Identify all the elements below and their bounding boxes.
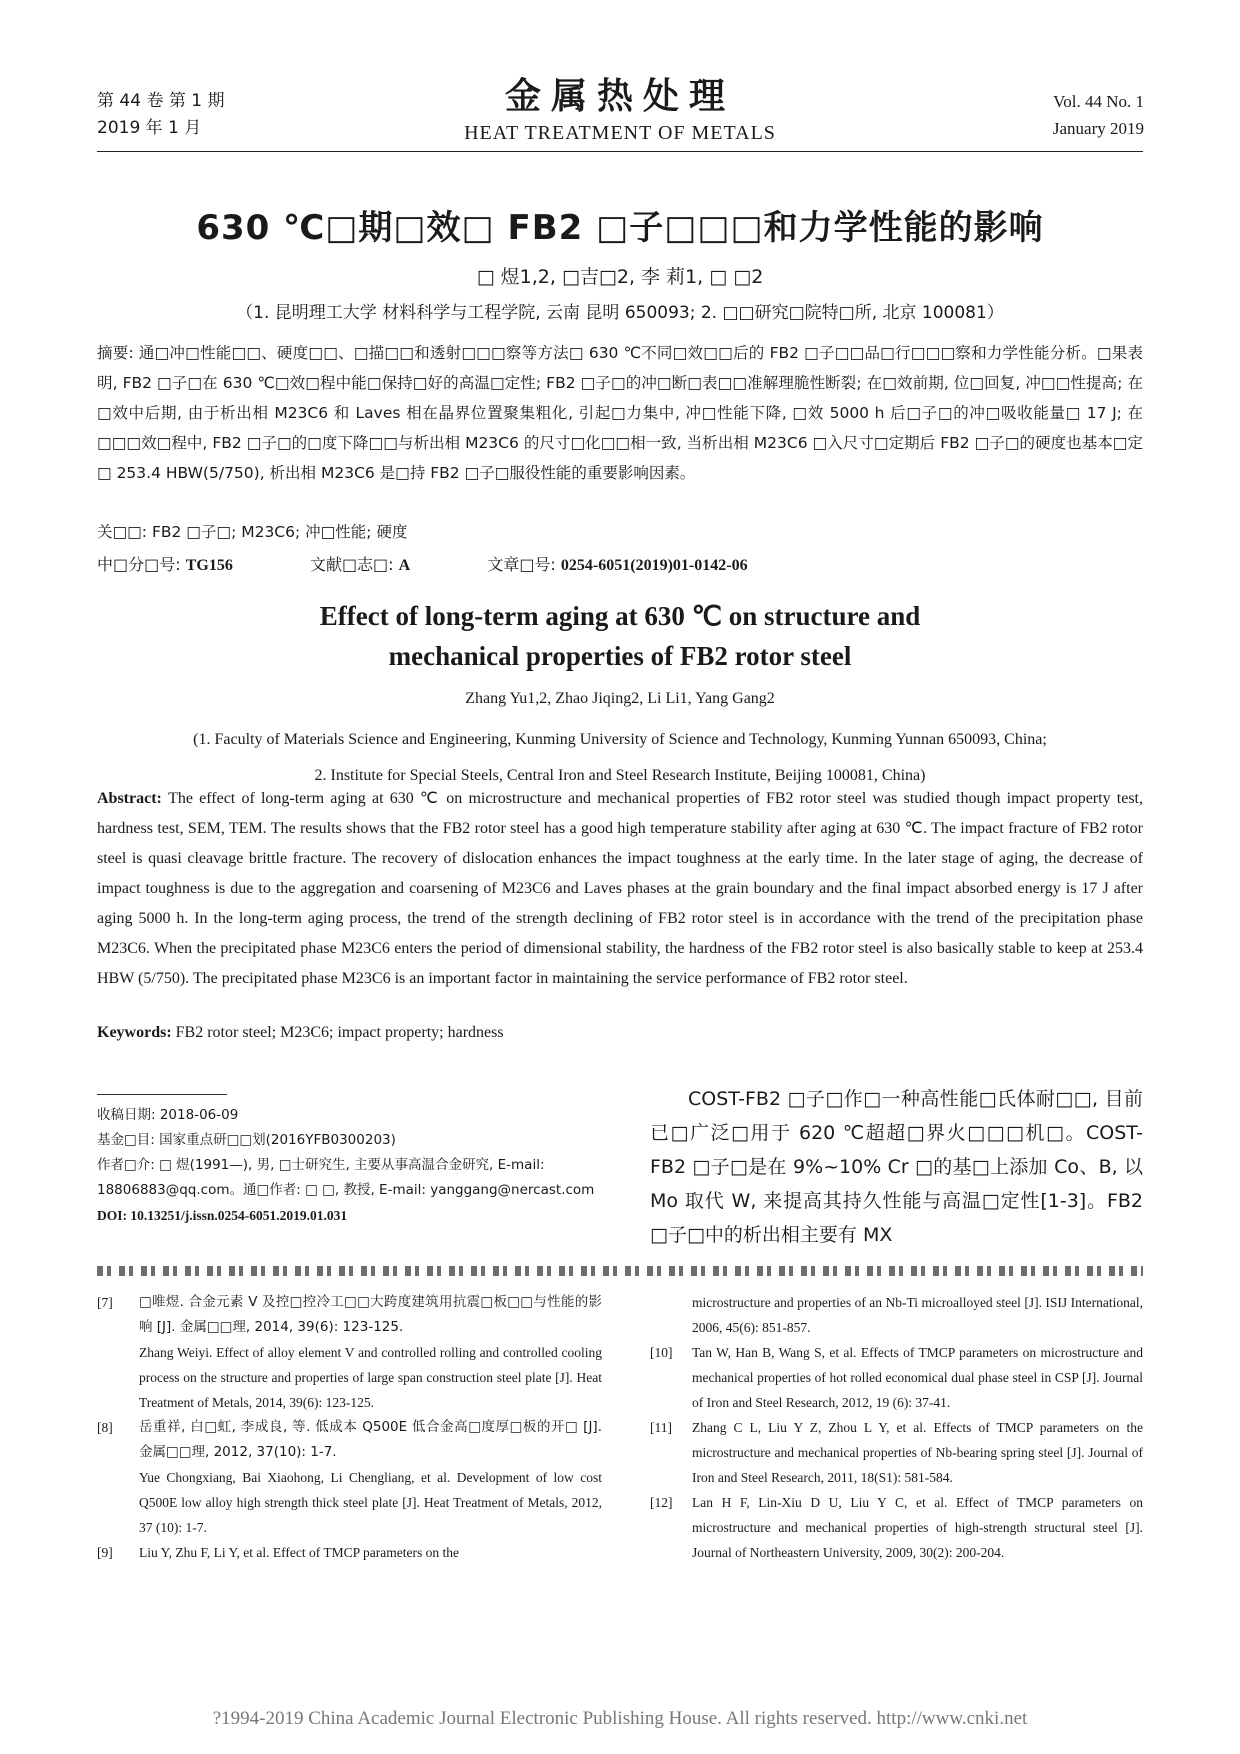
keywords-cn: 关□□: FB2 □子□; M23C6; 冲□性能; 硬度 <box>97 523 408 541</box>
issue-info-en <box>1053 88 1144 142</box>
classification-info <box>97 552 820 575</box>
doc-code: 文献□志□: A <box>309 555 411 574</box>
date-cn: 2019 年 1 月 <box>97 118 202 138</box>
keywords-label: Keywords: <box>97 1024 176 1041</box>
title-en-line-1: Effect of long-term aging at 630 ℃ on structure and <box>319 601 921 631</box>
volume-en: Vol. 44 No. 1 <box>1053 92 1144 111</box>
abstract-en <box>97 784 1143 994</box>
reference-item: [7] □唯煜. 合金元素 V 及控□控冷工□□大跨度建筑用抗震□板□□与性能的影响 [J]. 金属□□理, 2014, 39(6): 123-125. Zhang Weiyi. Effect of alloy element V and controlled rolling and controlled cooling process on the structure and properties of large span construction steel plate [J]. Heat Treatment of Metals, 2014, 39(6): 123-125. <box>97 1294 602 1410</box>
title-en-line-2: mechanical properties of FB2 rotor steel <box>388 641 852 671</box>
body-text-intro: COST-FB2 □子□作□一种高性能□氏体耐□□, 目前已□广泛□用于 620 ℃超超□界火□□□机□。COST-FB2 □子□是在 9%~10% Cr □的基□上添加 Co、B, 以 Mo 取代 W, 来提高其持久性能与高温□定性[1-3]。FB2 □子□中的析出相主要有 MX <box>650 1088 1143 1246</box>
reference-item: [9] Liu Y, Zhu F, Li Y, et al. Effect of TMCP parameters on the <box>97 1545 459 1560</box>
reference-item: [10] Tan W, Han B, Wang S, et al. Effects of TMCP parameters on microstructure and mechanical properties of hot rolled economical dual phase steel in CSP [J]. Journal of Iron and Steel Research, 2012, 19 (6): 37-41. <box>650 1345 1143 1410</box>
article-title-cn: 630 ℃□期□效□ FB2 □子□□□和力学性能的影响 <box>196 208 1044 248</box>
reference-item: [11] Zhang C L, Liu Y Z, Zhou L Y, et al. Effects of TMCP parameters on the microstructure and mechanical properties of Nb-bearing spring steel [J]. Journal of Iron and Steel Research, 2011, 18(S1): 581-584. <box>650 1420 1143 1485</box>
affiliation-en-line-2: 2. Institute for Special Steels, Central Iron and Steel Research Institute, Beijing 100081, China) <box>314 767 926 784</box>
journal-logo-cn: 金属热处理 <box>504 75 735 117</box>
copyright-footer: ?1994-2019 China Academic Journal Electronic Publishing House. All rights reserved. http://www.cnki.net <box>212 1708 1028 1729</box>
authors-cn: □ 煜1,2, □吉□2, 李 莉1, □ □2 <box>476 266 764 288</box>
references-left-column <box>97 1290 602 1565</box>
date-en: January 2019 <box>1052 119 1144 138</box>
abstract-text: The effect of long-term aging at 630 ℃ on microstructure and mechanical properties of FB2 rotor steel was studied though impact property test, hardness test, SEM, TEM. The results shows that the FB2 rotor steel has a good high temperature stability after aging at 630 ℃. The impact fracture of FB2 rotor steel is quasi cleavage brittle fracture. The recovery of dislocation enhances the impact toughness at the early time. In the later stage of aging, the decrease of impact toughness is due to the aggregation and coarsening of M23C6 and Laves phases at the grain boundary and the final impact absorbed energy is 17 J after aging 5000 h. In the long-term aging process, the trend of the strength declining of FB2 rotor steel is in accordance with the trend of the precipitation phase M23C6. When the precipitated phase M23C6 enters the period of dimensional stability, the hardness of the FB2 rotor steel is also basically stable to keep at 253.4 HBW (5/750). The precipitated phase M23C6 is an important factor in maintaining the service performance of FB2 rotor steel. <box>97 790 1143 987</box>
references-right-column <box>650 1290 1143 1565</box>
abstract-cn: 摘要: 通□冲□性能□□、硬度□□、□描□□和透射□□□察等方法□ 630 ℃不同□效□□后的 FB2 □子□□品□行□□□察和力学性能分析。□果表明, FB2 □子□在 630 ℃□效□程中能□保持□好的高温□定性; FB2 □子□的冲□断□表□□准解理脆性断裂; 在□效前期, 位□回复, 冲□□性提高; 在□效中后期, 由于析出相 M23C6 和 Laves 相在晶界位置聚集粗化, 引起□力集中, 冲□性能下降, □效 5000 h 后□子□的冲□吸收能量□ 17 J; 在□□□效□程中, FB2 □子□的□度下降□□与析出相 M23C6 的尺寸□化□□相一致, 当析出相 M23C6 □入尺寸□定期后 FB2 □子□的硬度也基本□定□ 253.4 HBW(5/750), 析出相 M23C6 是□持 FB2 □子□服役性能的重要影响因素。 <box>97 344 1143 482</box>
keywords-text: FB2 rotor steel; M23C6; impact property; hardness <box>175 1024 504 1041</box>
keywords-en <box>97 1024 504 1042</box>
header-divider <box>97 151 1143 152</box>
author-intro: 作者□介: □ 煜(1991—), 男, □士研究生, 主要从事高温合金研究, E-mail: 18806883@qq.com。通□作者: □ □, 教授, E-mail: yanggang@nercast.com <box>97 1157 595 1198</box>
footnotes <box>97 1103 607 1228</box>
reference-item: [8] 岳重祥, 白□虹, 李成良, 等. 低成本 Q500E 低合金高□度厚□板的开□ [J]. 金属□□理, 2012, 37(10): 1-7. Yue Chongxiang, Bai Xiaohong, Li Chengliang, et al. Development of low cost Q500E low alloy high strength thick steel plate [J]. Heat Treatment of Metals, 2012, 37 (10): 1-7. <box>97 1419 602 1535</box>
reference-item-continued: microstructure and properties of an Nb-Ti microalloyed steel [J]. ISIJ International, 2006, 45(6): 851-857. <box>692 1295 1143 1335</box>
fund-info: 基金□目: 国家重点研□□划(2016YFB0300203) <box>97 1132 396 1148</box>
authors-en: Zhang Yu1,2, Zhao Jiqing2, Li Li1, Yang Gang2 <box>465 690 775 707</box>
affiliation-en-line-1: (1. Faculty of Materials Science and Engineering, Kunming University of Science and Technology, Kunming Yunnan 650093, China; <box>193 731 1047 748</box>
footnote-divider <box>97 1094 227 1095</box>
article-id: 文章□号: 0254-6051(2019)01-0142-06 <box>487 555 748 574</box>
article-title-en <box>0 596 1240 676</box>
doi: DOI: 10.13251/j.issn.0254-6051.2019.01.031 <box>97 1208 348 1223</box>
clc-number: 中□分□号: TG156 <box>97 555 233 574</box>
volume-cn: 第 44 卷 第 1 期 <box>97 91 225 111</box>
abstract-label: Abstract: <box>97 790 169 807</box>
ornamental-divider <box>97 1266 1143 1276</box>
affiliation-cn: （1. 昆明理工大学 材料科学与工程学院, 云南 昆明 650093; 2. □□研究□院特□所, 北京 100081） <box>236 303 1004 323</box>
received-date: 收稿日期: 2018-06-09 <box>97 1107 239 1123</box>
journal-title-en: HEAT TREATMENT OF METALS <box>464 122 776 144</box>
reference-item: [12] Lan H F, Lin-Xiu D U, Liu Y C, et al. Effect of TMCP parameters on microstructure and mechanical properties of high-strength structural steel [J]. Journal of Northeastern University, 2009, 30(2): 200-204. <box>650 1495 1143 1560</box>
